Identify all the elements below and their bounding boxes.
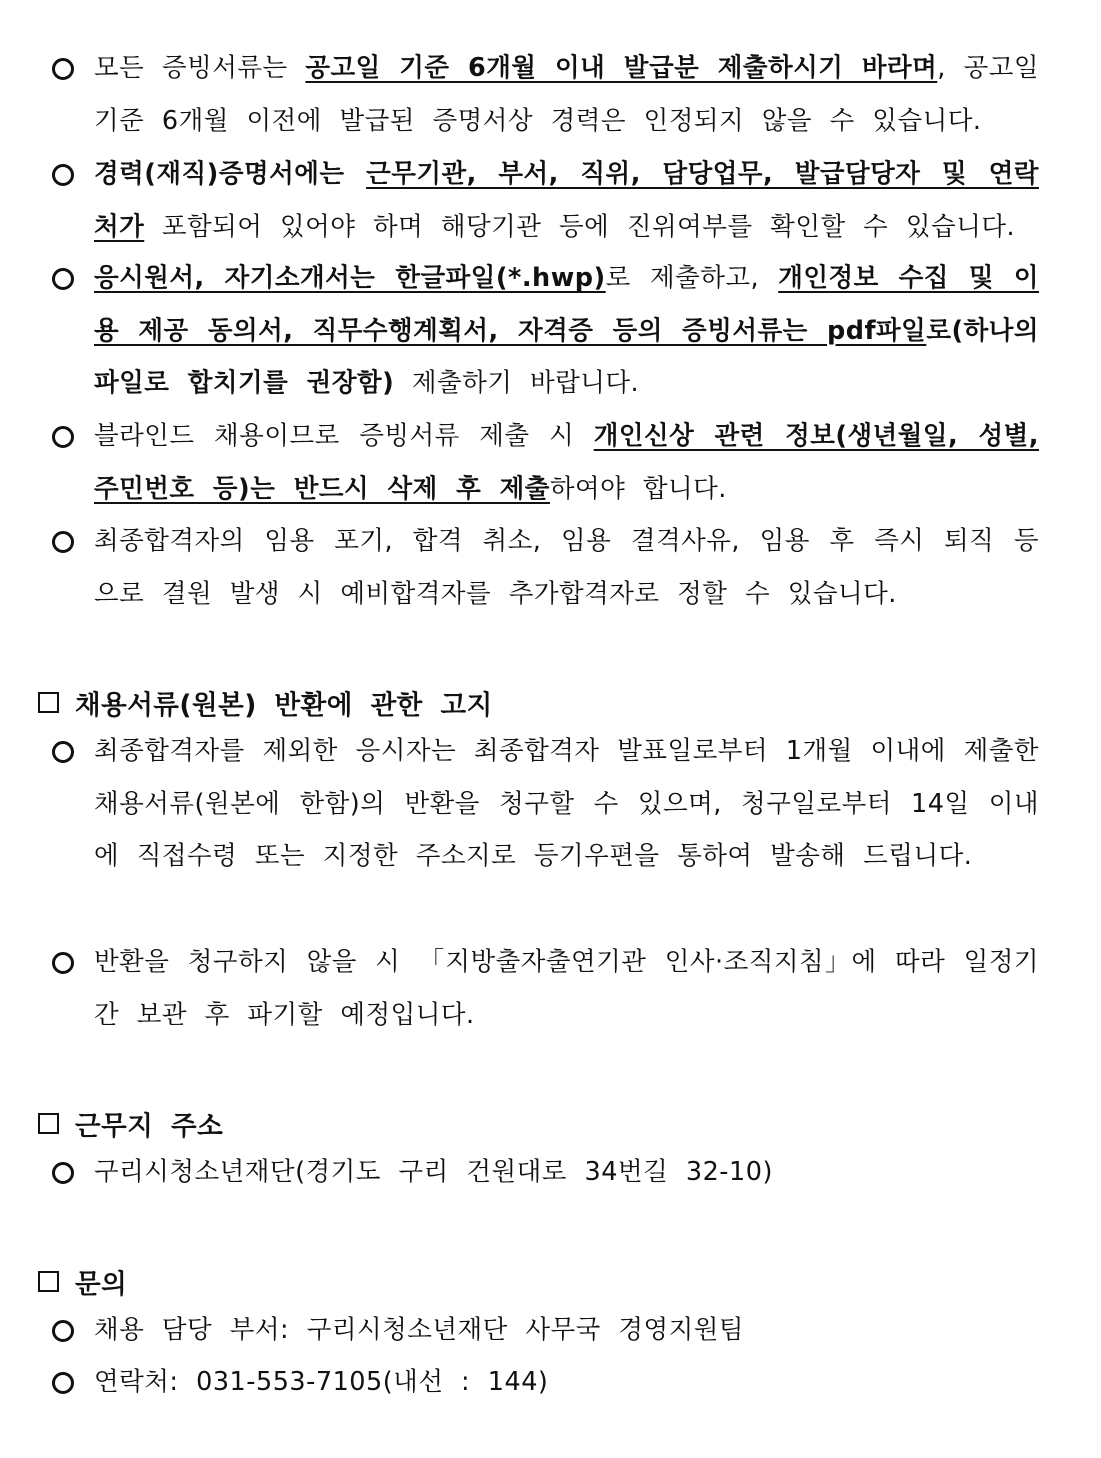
text-run: 공고일 기준 6개월 이내 발급분 제출하시기 바라며 [305, 53, 938, 83]
bullet-text [94, 42, 1039, 147]
text-run: 포함되어 있어야 하며 해당기관 등에 진위여부를 확인할 수 있습니다. [144, 211, 1016, 242]
bullet-text: 연락처: 031-553-7105(내선 : 144) [94, 1367, 549, 1397]
circle-bullet-icon [52, 164, 74, 186]
section-title: 문의 [75, 1269, 128, 1300]
section-heading-contact [38, 1262, 127, 1301]
text-run: 개인신상 관련 정보(생년월일, 성별, 주민번호 등)는 반드시 삭제 후 제출 [94, 421, 1039, 504]
text-run: 제출하기 바랍니다. [394, 368, 640, 398]
circle-bullet-icon [52, 741, 74, 763]
text-run: 응시원서, 자기소개서는 한글파일(*.hwp) [94, 263, 606, 293]
circle-bullet-icon [52, 1372, 74, 1394]
text-run: , 공고일 기준 6개월 이전에 발급된 증명서상 경력은 인정되지 않을 수 있습니다. [94, 53, 1039, 136]
text-run: 블라인드 채용이므로 증빙서류 제출 시 [94, 421, 594, 451]
text-run: 모든 증빙서류는 [94, 53, 306, 83]
text-run: 개인정보 수집 및 이용 제공 동의서, 직무수행계획서, 자격증 등의 증빙서류는 pdf파일 [94, 263, 1040, 346]
square-bullet-icon [38, 692, 59, 713]
circle-bullet-icon [52, 58, 74, 80]
bullet-text [94, 410, 1039, 515]
bullet-text [94, 515, 1039, 620]
bullet-text [94, 252, 1039, 410]
text-run: 하여야 합니다. [549, 473, 727, 504]
text-run: 최종합격자의 임용 포기, 합격 취소, 임용 결격사유, 임용 후 즉시 퇴직 등으로 결원 발생 시 예비합격자를 추가합격자로 정할 수 있습니다. [94, 526, 1039, 609]
text-run: 경력(재직)증명서에는 [94, 159, 367, 189]
section-title: 채용서류(원본) 반환에 관한 고지 [75, 690, 493, 721]
bullet-text: 채용 담당 부서: 구리시청소년재단 사무국 경영지원팀 [94, 1315, 745, 1345]
text-run: 로 제출하고, [605, 263, 779, 293]
bullet-text: 반환을 청구하지 않을 시 「지방출자출연기관 인사·조직지침」에 따라 일정기간 보관 후 파기할 예정입니다. [94, 947, 1039, 1030]
bullet-text: 구리시청소년재단(경기도 구리 건원대로 34번길 32-10) [94, 1157, 773, 1187]
circle-bullet-icon [52, 268, 74, 290]
section-heading-return [38, 683, 493, 722]
circle-bullet-icon [52, 952, 74, 974]
circle-bullet-icon [52, 426, 74, 448]
square-bullet-icon [38, 1113, 59, 1134]
bullet-text [94, 148, 1039, 253]
section-title: 근무지 주소 [75, 1111, 224, 1142]
square-bullet-icon [38, 1271, 59, 1292]
bullet-text: 최종합격자를 제외한 응시자는 최종합격자 발표일로부터 1개월 이내에 제출한 채용서류(원본에 한함)의 반환을 청구할 수 있으며, 청구일로부터 14일 이내에 직접수령 또는 지정한 주소지로 등기우편을 통하여 발송해 드립니다. [94, 736, 1039, 871]
circle-bullet-icon [52, 531, 74, 553]
text-run: 로(하나의 파일로 합치기를 권장함) [94, 315, 1039, 398]
section-heading-address [38, 1104, 223, 1143]
circle-bullet-icon [52, 1162, 74, 1184]
circle-bullet-icon [52, 1320, 74, 1342]
text-run: 근무기관, 부서, 직위, 담당업무, 발급담당자 및 연락처가 [94, 159, 1039, 242]
